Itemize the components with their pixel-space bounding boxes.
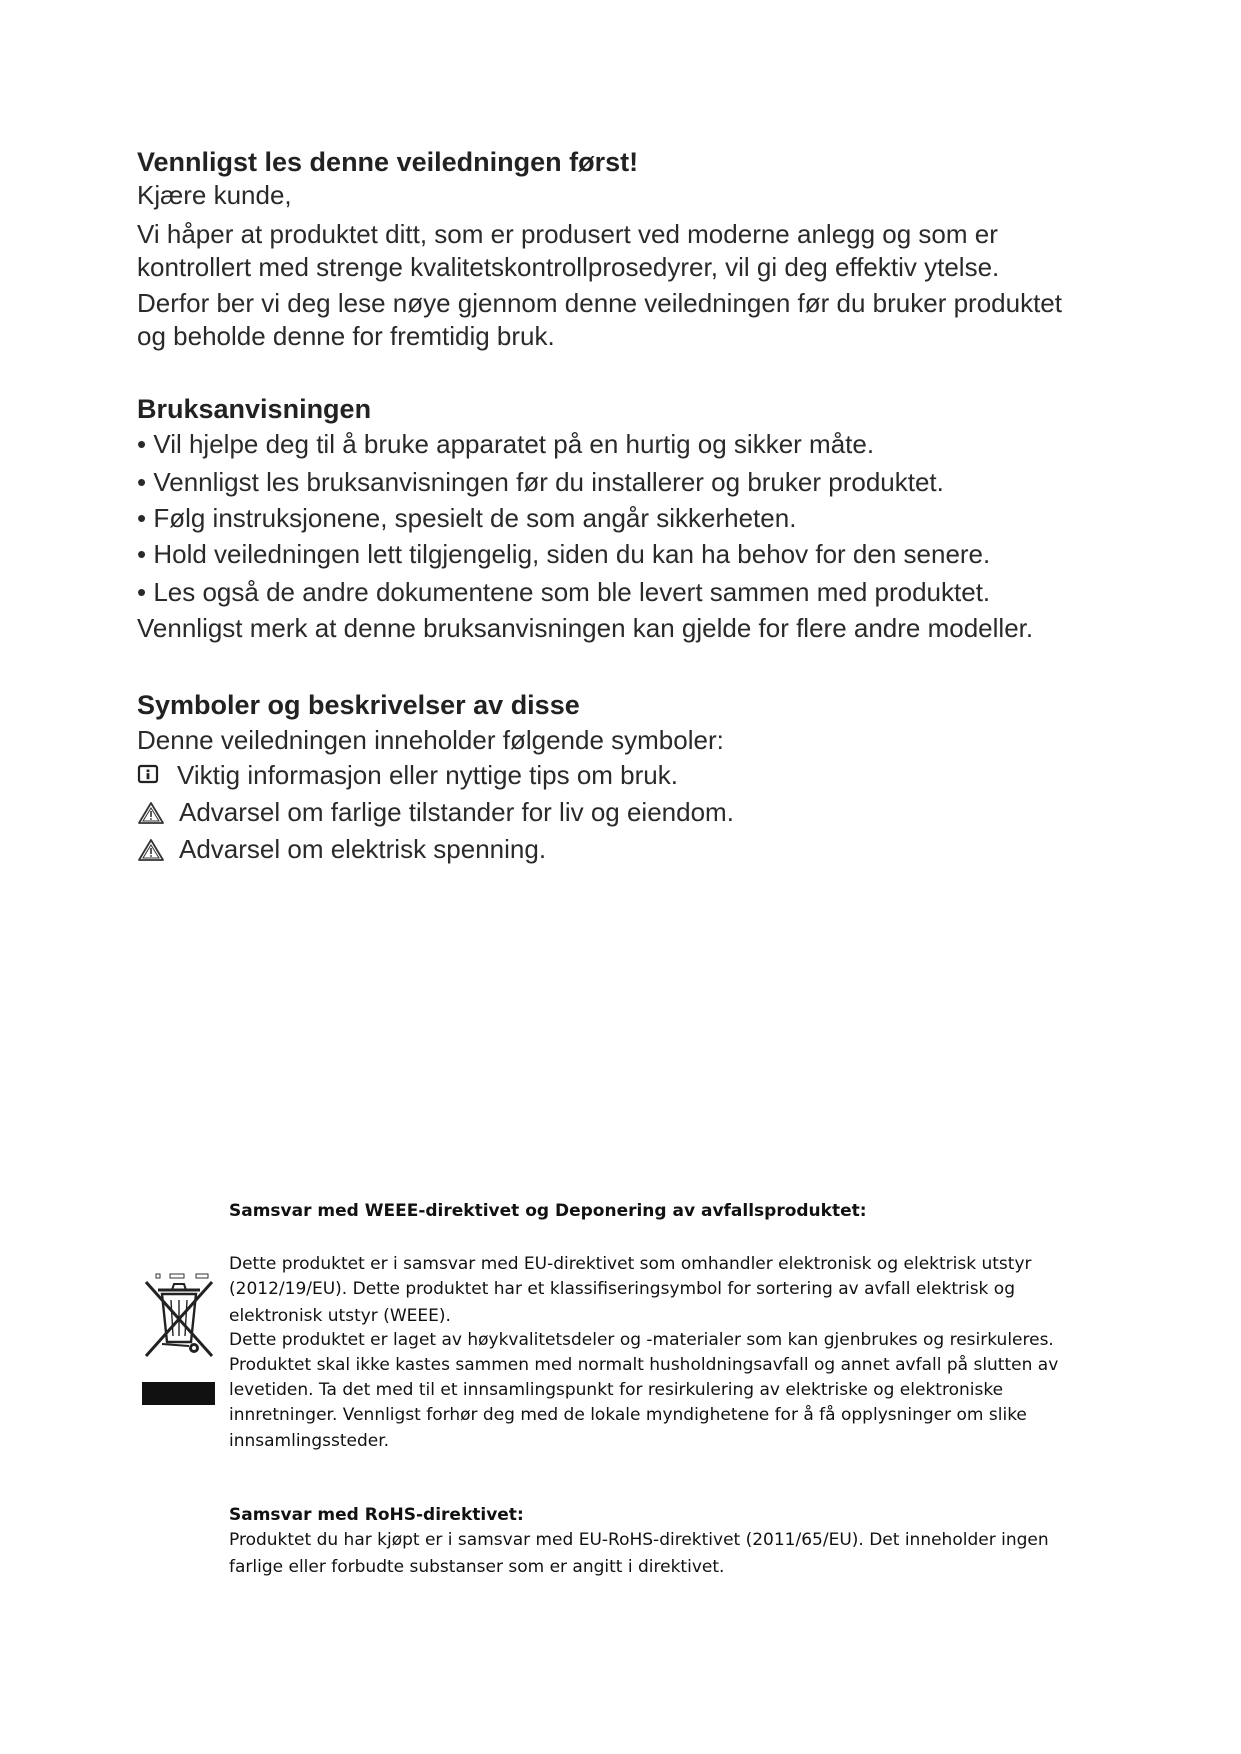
weee-line: innsamlingssteder. [229, 1431, 390, 1451]
symbol-item [137, 834, 837, 866]
warning-triangle-icon [137, 801, 165, 825]
rohs-line: Produktet du har kjøpt er i samsvar med EU-RoHS-direktivet (2011/65/EU). Det inneholder ingen [229, 1530, 1049, 1550]
intro-line: og beholde denne for fremtidig bruk. [137, 321, 555, 351]
weee-line: elektronisk utstyr (WEEE). [229, 1306, 451, 1326]
manual-bullet: • Hold veiledningen lett tilgjengelig, siden du kan ha behov for den senere. [137, 539, 990, 570]
intro-line: kontrollert med strenge kvalitetskontrollprosedyrer, vil gi deg effektiv ytelse. [137, 252, 1000, 282]
weee-line: Dette produktet er i samsvar med EU-direktivet som omhandler elektronisk og elektrisk utstyr [229, 1254, 1032, 1274]
rohs-line: farlige eller forbudte substanser som er angitt i direktivet. [229, 1557, 725, 1577]
weee-title: Samsvar med WEEE-direktivet og Deponering av avfallsproduktet: [229, 1201, 867, 1221]
intro-title: Vennligst les denne veiledningen først! [137, 147, 639, 177]
symbol-text: Advarsel om farlige tilstander for liv og eiendom. [179, 797, 734, 827]
manual-bullet: • Vennligst les bruksanvisningen før du installerer og bruker produktet. [137, 467, 944, 498]
warning-triangle-icon [137, 838, 165, 862]
weee-line: innretninger. Vennligst forhør deg med de lokale myndighetene for å få opplysninger om slike [229, 1405, 1027, 1425]
crossed-out-bin-icon [140, 1268, 220, 1418]
weee-line: levetiden. Ta det med til et innsamlingspunkt for resirkulering av elektriske og elektroniske [229, 1380, 1004, 1400]
symbol-text: Advarsel om elektrisk spenning. [179, 834, 547, 864]
manual-bullet: • Les også de andre dokumentene som ble levert sammen med produktet. [137, 577, 990, 608]
symbol-item [137, 760, 837, 792]
manual-note: Vennligst merk at denne bruksanvisningen kan gjelde for flere andre modeller. [137, 613, 1034, 643]
rohs-title: Samsvar med RoHS-direktivet: [229, 1505, 524, 1525]
manual-bullet: • Følg instruksjonene, spesielt de som angår sikkerheten. [137, 503, 796, 534]
intro-line: Derfor ber vi deg lese nøye gjennom denne veiledningen før du bruker produktet [137, 288, 1062, 318]
symbol-text: Viktig informasjon eller nyttige tips om bruk. [177, 760, 678, 790]
weee-line: (2012/19/EU). Dette produktet har et klassifiseringsymbol for sortering av avfall elektrisk og [229, 1279, 1016, 1299]
manual-bullet: • Vil hjelpe deg til å bruke apparatet på en hurtig og sikker måte. [137, 429, 874, 460]
greeting: Kjære kunde, [137, 180, 292, 210]
intro-line: Vi håper at produktet ditt, som er produsert ved moderne anlegg og som er [137, 219, 998, 249]
weee-line: Dette produktet er laget av høykvalitetsdeler og -materialer som kan gjenbrukes og resirkuleres. [229, 1330, 1054, 1350]
info-icon [137, 764, 159, 786]
symbol-item [137, 797, 837, 829]
manual-title: Bruksanvisningen [137, 394, 372, 424]
weee-line: Produktet skal ikke kastes sammen med normalt husholdningsavfall og annet avfall på slutten av [229, 1355, 1059, 1375]
symbols-intro: Denne veiledningen inneholder følgende symboler: [137, 725, 724, 755]
symbols-title: Symboler og beskrivelser av disse [137, 690, 580, 720]
